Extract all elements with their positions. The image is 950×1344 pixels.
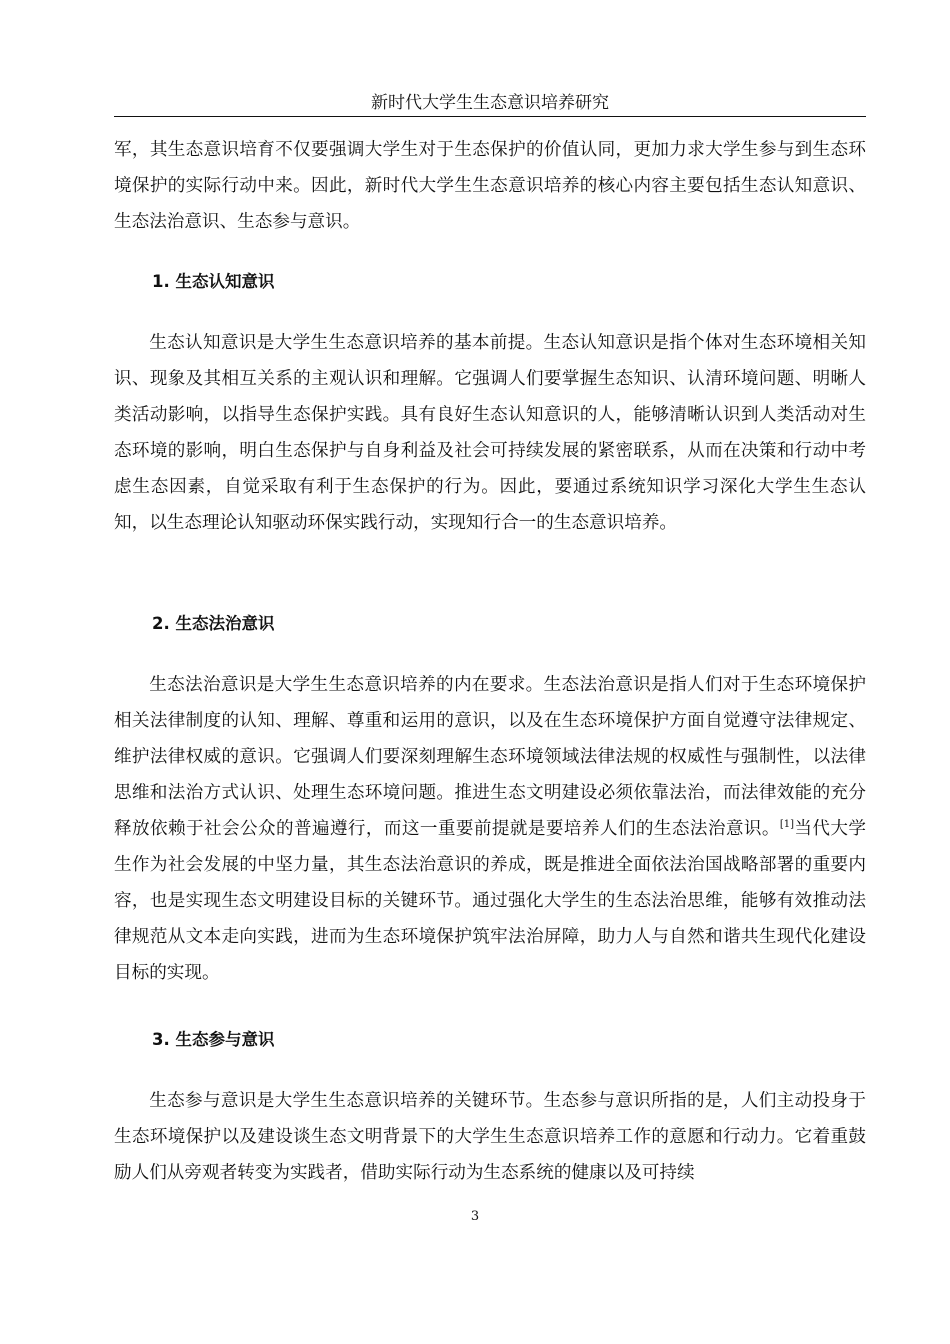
section-heading-participation: 3. 生态参与意识 [152, 1030, 275, 1049]
section-heading-cognition: 1. 生态认知意识 [152, 272, 275, 291]
section-paragraph-rule-of-law [114, 667, 866, 991]
running-header-title: 新时代大学生生态意识培养研究 [371, 93, 609, 113]
intro-paragraph: 军，其生态意识培育不仅要强调大学生对于生态保护的价值认同，更加力求大学生参与到生态环境保护的实际行动中来。因此，新时代大学生生态意识培养的核心内容主要包括生态认知意识、生态法治意识、生态参与意识。 [114, 140, 866, 232]
section-paragraph-participation: 生态参与意识是大学生生态意识培养的关键环节。生态参与意识所指的是，人们主动投身于生态环境保护以及建设谈生态文明背景下的大学生生态意识培养工作的意愿和行动力。它着重鼓励人们从旁观者转变为实践者，借助实际行动为生态系统的健康以及可持续 [114, 1091, 866, 1183]
section-paragraph-cognition: 生态认知意识是大学生生态意识培养的基本前提。生态认知意识是指个体对生态环境相关知识、现象及其相互关系的主观认识和理解。它强调人们要掌握生态知识、认清环境问题、明晰人类活动影响，以指导生态保护实践。具有良好生态认知意识的人，能够清晰认识到人类活动对生态环境的影响，明白生态保护与自身利益及社会可持续发展的紧密联系，从而在决策和行动中考虑生态因素，自觉采取有利于生态保护的行为。因此，要通过系统知识学习深化大学生生态认知，以生态理论认知驱动环保实践行动，实现知行合一的生态意识培养。 [114, 333, 866, 533]
page-number: 3 [470, 1209, 480, 1224]
citation-marker[interactable]: [1] [779, 819, 794, 831]
rule-of-law-text-part-1: 生态法治意识是大学生生态意识培养的内在要求。生态法治意识是指人们对于生态环境保护相关法律制度的认知、理解、尊重和运用的意识，以及在生态环境保护方面自觉遵守法律规定、维护法律权威的意识。它强调人们要深刻理解生态环境领域法律法规的权威性与强制性，以法律思维和法治方式认识、处理生态环境问题。推进生态文明建设必须依靠法治，而法律效能的充分释放依赖于社会公众的普遍遵行，而这一重要前提就是要培养人们的生态法治意识。 [114, 675, 866, 839]
section-heading-rule-of-law: 2. 生态法治意识 [152, 614, 275, 633]
rule-of-law-text-part-2: 当代大学生作为社会发展的中坚力量，其生态法治意识的养成，既是推进全面依法治国战略部署的重要内容，也是实现生态文明建设目标的关键环节。通过强化大学生的生态法治思维，能够有效推动法律规范从文本走向实践，进而为生态环境保护筑牢法治屏障，助力人与自然和谐共生现代化建设目标的实现。 [114, 819, 866, 983]
running-header [114, 90, 866, 117]
